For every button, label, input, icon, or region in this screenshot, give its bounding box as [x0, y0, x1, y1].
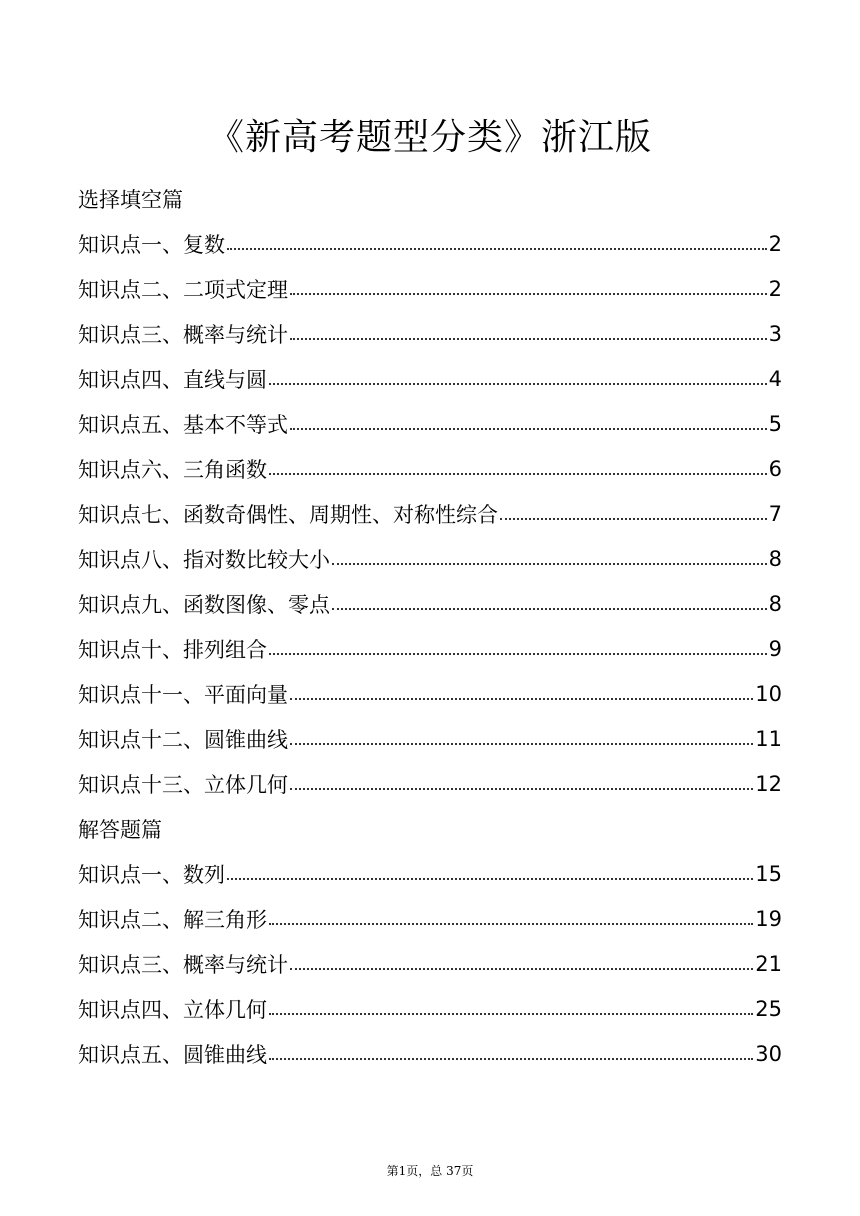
toc-entry-page: 15	[755, 861, 782, 886]
toc-entry-label: 知识点三、概率与统计	[78, 952, 288, 977]
toc-entry-page: 2	[768, 276, 782, 301]
toc-entry-label: 知识点八、指对数比较大小	[78, 547, 330, 572]
toc-entry-label: 知识点九、函数图像、零点	[78, 592, 330, 617]
toc-entry[interactable]	[78, 896, 782, 941]
toc-entry-label: 知识点四、立体几何	[78, 997, 267, 1022]
dot-leader	[269, 653, 767, 655]
toc-entry-label: 知识点十三、立体几何	[78, 772, 288, 797]
toc-entry-label: 知识点十二、圆锥曲线	[78, 727, 288, 752]
toc-entry-page: 10	[755, 681, 782, 706]
document-title: 《新高考题型分类》浙江版	[207, 117, 652, 158]
toc-entry-label: 知识点六、三角函数	[78, 457, 267, 482]
dot-leader	[227, 878, 753, 880]
toc-entry-label: 知识点十一、平面向量	[78, 682, 288, 707]
toc-entry-page: 8	[768, 546, 782, 571]
toc-entry-page: 9	[768, 636, 782, 661]
toc-entry-label: 知识点一、数列	[78, 862, 225, 887]
toc-entry[interactable]	[78, 221, 782, 266]
toc-entry[interactable]	[78, 491, 782, 536]
toc-entry-page: 8	[768, 591, 782, 616]
toc-entry-label: 知识点七、函数奇偶性、周期性、对称性综合	[78, 502, 498, 527]
dot-leader	[269, 1013, 753, 1015]
toc-entry-page: 19	[755, 906, 782, 931]
dot-leader	[290, 968, 753, 970]
dot-leader	[290, 743, 753, 745]
toc-entry-label: 知识点二、解三角形	[78, 907, 267, 932]
dot-leader	[290, 293, 767, 295]
toc-entry-page: 2	[768, 231, 782, 256]
toc-entry[interactable]	[78, 401, 782, 446]
toc-entry-label: 知识点一、复数	[78, 232, 225, 257]
toc-entry-page: 30	[755, 1041, 782, 1066]
toc-entry[interactable]	[78, 266, 782, 311]
toc-entry[interactable]	[78, 986, 782, 1031]
toc-entry-page: 3	[768, 321, 782, 346]
dot-leader	[269, 383, 767, 385]
toc-entry-page: 4	[768, 366, 782, 391]
page-footer: 第1页，总 37页	[386, 1164, 474, 1178]
dot-leader	[290, 698, 753, 700]
dot-leader	[290, 428, 767, 430]
dot-leader	[269, 923, 753, 925]
toc-entry-page: 21	[755, 951, 782, 976]
toc-entry-label: 知识点四、直线与圆	[78, 367, 267, 392]
toc-entry[interactable]	[78, 671, 782, 716]
toc-entry[interactable]	[78, 761, 782, 806]
toc-entry[interactable]	[78, 356, 782, 401]
toc-entry-page: 12	[755, 771, 782, 796]
toc-entry-page: 5	[768, 411, 782, 436]
toc-entry-label: 知识点五、基本不等式	[78, 412, 288, 437]
dot-leader	[269, 473, 767, 475]
dot-leader	[269, 1058, 753, 1060]
toc-entry-label: 知识点五、圆锥曲线	[78, 1042, 267, 1067]
dot-leader	[500, 518, 767, 520]
toc-entry[interactable]	[78, 536, 782, 581]
dot-leader	[227, 248, 767, 250]
toc-entry-page: 25	[755, 996, 782, 1021]
toc-entry[interactable]	[78, 1031, 782, 1076]
toc-entry[interactable]	[78, 626, 782, 671]
toc-entry[interactable]	[78, 941, 782, 986]
toc-entry-label: 知识点三、概率与统计	[78, 322, 288, 347]
toc-entry-page: 6	[768, 456, 782, 481]
dot-leader	[332, 563, 767, 565]
table-of-contents	[78, 176, 782, 1076]
toc-entry-label: 知识点二、二项式定理	[78, 277, 288, 302]
dot-leader	[290, 338, 767, 340]
dot-leader	[332, 608, 767, 610]
toc-entry[interactable]	[78, 581, 782, 626]
dot-leader	[290, 788, 753, 790]
toc-entry[interactable]	[78, 311, 782, 356]
toc-entry-page: 7	[768, 501, 782, 526]
toc-entry[interactable]	[78, 716, 782, 761]
section-heading-answer: 解答题篇	[78, 817, 162, 842]
toc-entry[interactable]	[78, 446, 782, 491]
toc-entry[interactable]	[78, 851, 782, 896]
toc-entry-page: 11	[755, 726, 782, 751]
section-heading-choice-fill: 选择填空篇	[78, 187, 183, 212]
toc-entry-label: 知识点十、排列组合	[78, 637, 267, 662]
